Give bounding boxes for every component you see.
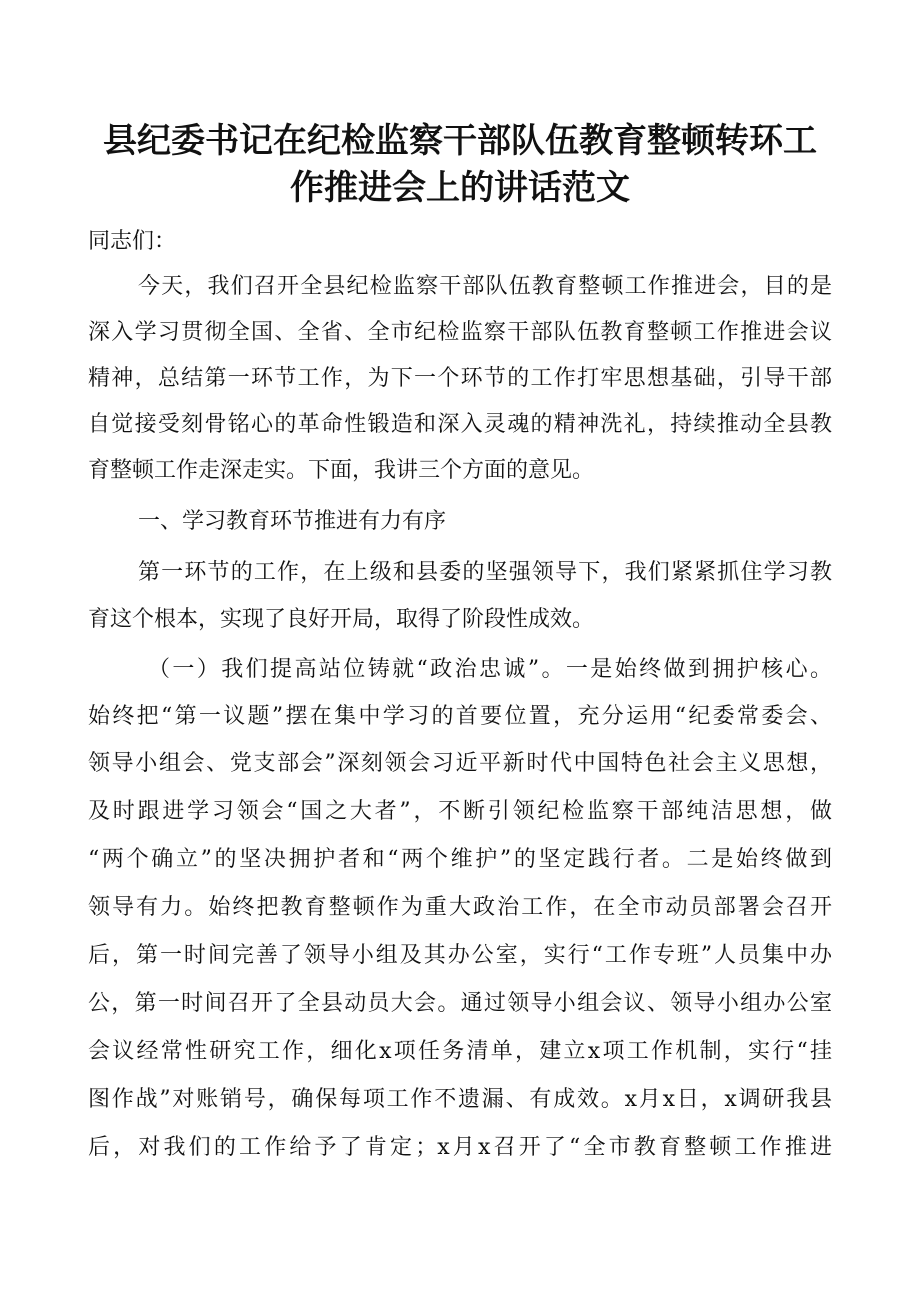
section-1-line-2: 育这个根本，实现了良好开局，取得了阶段性成效。 <box>88 607 595 632</box>
subsection-1-line-1: （一）我们提高站位铸就“政治忠诚”。一是始终做到拥护核心。 <box>148 657 832 682</box>
section-1-line-1: 第一环节的工作，在上级和县委的坚强领导下，我们紧紧抓住学习教 <box>138 560 832 585</box>
intro-line-3: 精神，总结第一环节工作，为下一个环节的工作打牢思想基础，引导干部 <box>88 366 832 391</box>
document-title-line-1: 县纪委书记在纪检监察干部队伍教育整顿转环工 <box>103 121 817 161</box>
intro-line-5: 育整顿工作走深走实。下面，我讲三个方面的意见。 <box>88 458 595 483</box>
subsection-1-line-3: 领导小组会、党支部会”深刻领会习近平新时代中国特色社会主义思想， <box>88 751 832 776</box>
subsection-1-line-11: 后，对我们的工作给予了肯定；x月x召开了“全市教育整顿工作推进 <box>88 1135 832 1160</box>
document-title-line-2: 作推进会上的讲话范文 <box>290 168 630 208</box>
subsection-1-line-9: 会议经常性研究工作，细化x项任务清单，建立x项工作机制，实行“挂 <box>88 1039 832 1064</box>
subsection-1-line-2: 始终把“第一议题”摆在集中学习的首要位置，充分运用“纪委常委会、 <box>88 704 832 729</box>
subsection-1-line-6: 领导有力。始终把教育整顿作为重大政治工作，在全市动员部署会召开 <box>88 895 832 920</box>
intro-line-2: 深入学习贯彻全国、全省、全市纪检监察干部队伍教育整顿工作推进会议 <box>88 320 832 345</box>
intro-line-4: 自觉接受刻骨铭心的革命性锻造和深入灵魂的精神洗礼，持续推动全县教 <box>88 412 832 437</box>
subsection-1-line-10: 图作战”对账销号，确保每项工作不遗漏、有成效。x月x日，x调研我县 <box>88 1087 832 1112</box>
salutation: 同志们： <box>88 229 177 254</box>
subsection-1-line-8: 公，第一时间召开了全县动员大会。通过领导小组会议、领导小组办公室 <box>88 991 832 1016</box>
intro-line-1: 今天，我们召开全县纪检监察干部队伍教育整顿工作推进会，目的是 <box>138 274 832 299</box>
subsection-1-line-5: “两个确立”的坚决拥护者和“两个维护”的坚定践行者。二是始终做到 <box>88 847 832 872</box>
section-1-heading: 一、学习教育环节推进有力有序 <box>138 509 447 534</box>
subsection-1-line-7: 后，第一时间完善了领导小组及其办公室，实行“工作专班”人员集中办 <box>88 943 832 968</box>
subsection-1-line-4: 及时跟进学习领会“国之大者”，不断引领纪检监察干部纯洁思想，做 <box>88 799 832 824</box>
